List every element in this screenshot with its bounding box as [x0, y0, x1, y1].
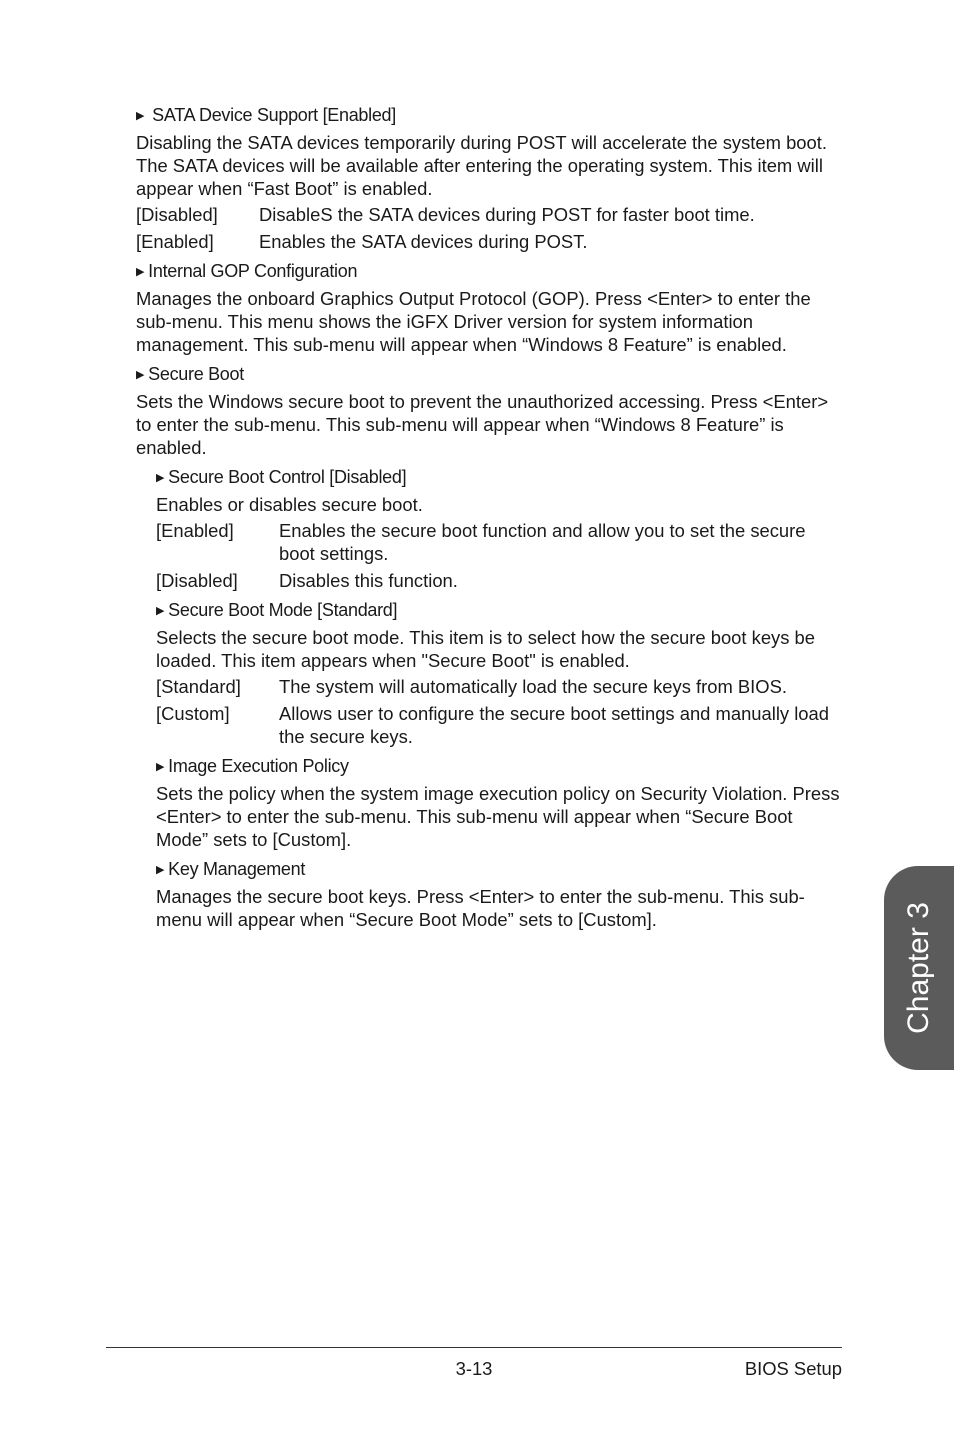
triangle-right-icon: ▶	[156, 472, 165, 484]
triangle-right-icon: ▶	[136, 110, 145, 122]
chapter-tab	[884, 866, 954, 1070]
section-secure-boot-control	[156, 466, 841, 592]
section-description: Selects the secure boot mode. This item is to select how the secure boot keys be loaded. This item appears when "Secure Boot" is enabled.	[156, 627, 816, 671]
section-heading: ▶ Secure Boot Control [Disabled]	[156, 466, 841, 489]
page-number: 3-13	[455, 1358, 493, 1379]
section-heading: ▶ Secure Boot	[136, 363, 841, 386]
option-row	[136, 230, 841, 253]
section-heading: ▶ Internal GOP Configuration	[136, 260, 841, 283]
triangle-right-icon: ▶	[156, 605, 165, 617]
option-description: Allows user to configure the secure boot settings and manually load the secure keys.	[279, 703, 829, 747]
section-heading: ▶ Image Execution Policy	[156, 755, 841, 778]
section-heading: ▶ Key Management	[156, 858, 841, 881]
triangle-right-icon: ▶	[136, 266, 145, 278]
footer-divider	[106, 1347, 842, 1348]
section-key-management	[156, 858, 841, 931]
option-description: Enables the SATA devices during POST.	[259, 231, 588, 252]
option-key: [Standard]	[156, 676, 241, 697]
footer-title: BIOS Setup	[744, 1358, 842, 1379]
section-image-execution-policy	[156, 755, 841, 851]
option-key: [Enabled]	[156, 520, 234, 541]
section-description: Disabling the SATA devices temporarily during POST will accelerate the system boot. The SATA devices will be available after entering the operating system. This item will appear when “Fast Boot” is enabled.	[136, 132, 827, 199]
page-content	[136, 104, 841, 938]
option-key: [Disabled]	[156, 570, 238, 591]
option-row	[136, 203, 841, 226]
chapter-label: Chapter 3	[902, 902, 935, 1034]
option-row	[156, 519, 841, 565]
option-row	[156, 675, 841, 698]
option-key: [Enabled]	[136, 231, 214, 252]
section-description: Manages the secure boot keys. Press <Enter> to enter the sub-menu. This sub-menu will appear when “Secure Boot Mode” sets to [Custom].	[156, 886, 805, 930]
option-description: Enables the secure boot function and allow you to set the secure boot settings.	[279, 520, 806, 564]
triangle-right-icon: ▶	[156, 761, 165, 773]
section-description: Manages the onboard Graphics Output Protocol (GOP). Press <Enter> to enter the sub-menu. This menu shows the iGFX Driver version for system information management. This sub-menu will appear when “Windows 8 Feature” is enabled.	[136, 288, 811, 355]
section-description: Enables or disables secure boot.	[156, 494, 423, 515]
option-row	[156, 569, 841, 592]
triangle-right-icon: ▶	[156, 864, 165, 876]
option-description: DisableS the SATA devices during POST for faster boot time.	[259, 204, 755, 225]
option-key: [Custom]	[156, 703, 230, 724]
option-description: Disables this function.	[279, 570, 458, 591]
triangle-right-icon: ▶	[136, 369, 145, 381]
section-secure-boot-mode	[156, 599, 841, 748]
option-description: The system will automatically load the secure keys from BIOS.	[279, 676, 787, 697]
section-heading: ▶ SATA Device Support [Enabled]	[136, 104, 841, 127]
option-row	[156, 702, 841, 748]
option-key: [Disabled]	[136, 204, 218, 225]
section-description: Sets the policy when the system image execution policy on Security Violation. Press <Enter> to enter the sub-menu. This sub-menu will appear when “Secure Boot Mode” sets to [Custom].	[156, 783, 840, 850]
section-secure-boot	[136, 363, 841, 459]
section-description: Sets the Windows secure boot to prevent the unauthorized accessing. Press <Enter> to enter the sub-menu. This sub-menu will appear when “Windows 8 Feature” is enabled.	[136, 391, 829, 458]
section-heading: ▶ Secure Boot Mode [Standard]	[156, 599, 841, 622]
section-internal-gop-configuration	[136, 260, 841, 356]
section-sata-device-support	[136, 104, 841, 253]
